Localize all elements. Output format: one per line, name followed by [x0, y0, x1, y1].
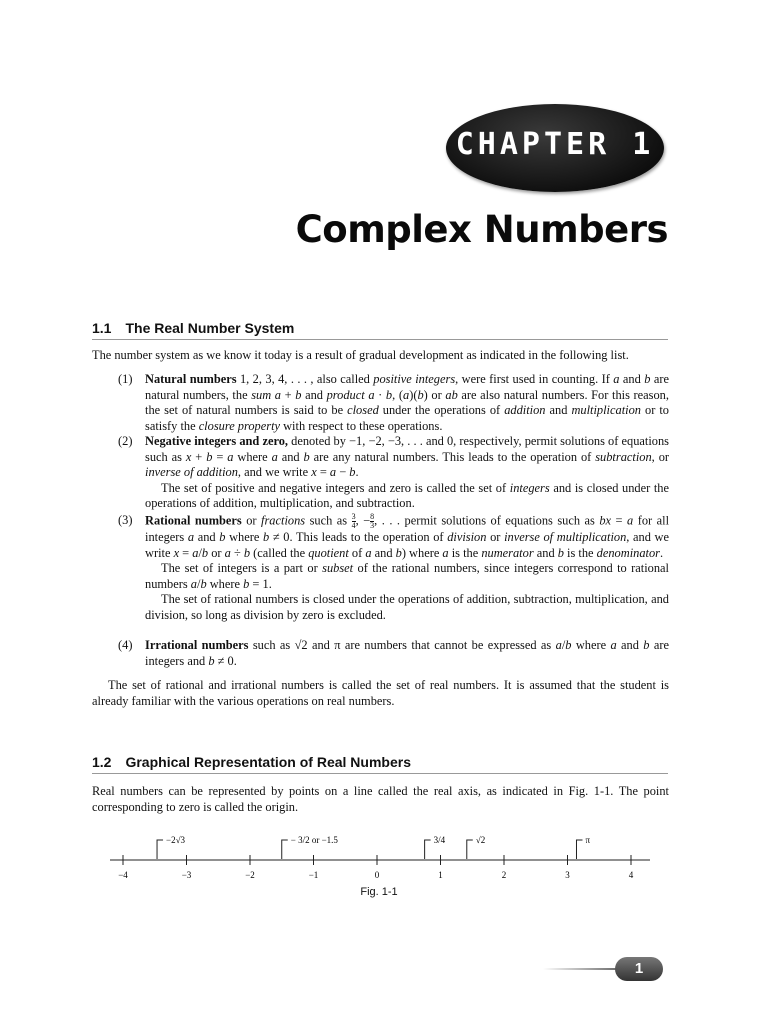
section-title: Graphical Representation of Real Numbers	[125, 754, 411, 770]
point-label: π	[585, 835, 591, 845]
list-item-natural-numbers	[92, 372, 669, 434]
section-intro: Real numbers can be represented by points on a line called the real axis, as indicated in Fig. 1-1. The point corresponding to zero is called the origin.	[92, 784, 669, 814]
list-marker: (2)	[118, 434, 133, 448]
section-closing: The set of rational and irrational numbers is called the set of real numbers. It is assumed that the student is already familiar with the various operations on real numbers.	[92, 678, 669, 708]
point-marker	[576, 840, 582, 859]
tick-label: 3	[565, 870, 570, 880]
tick-label: 2	[501, 870, 507, 880]
list-item-body: Natural numbers 1, 2, 3, 4, . . . , also called positive integers, were first used in counting. If a and b are natural numbers, the sum a + b and product a · b, (a)(b) or ab are also natural numbers. For this reason, the set of natural numbers is said to be closed under the operations of addition and multiplication or to satisfy the closure property with respect to these operations.	[145, 372, 669, 433]
list-item-body: Rational numbers or fractions such as $\frac{3}{4}$ , − $\frac{8}{3}$ , . . . permit solutions of equations such as bx = a for all integers a and b where b ≠ 0. This leads to the operation of division or inverse of multiplication, and we write x = a/b or a ÷ b (called the quotient of a and b) where a is the numerator and b is the denominator. The set of integers is a part or subset of the rational numbers, since integers correspond to rational numbers a/b where b = 1. The set of rational numbers is closed under the operations of addition, subtraction, multiplication, and division, so long as division by zero is excluded.	[145, 512, 670, 622]
real-axis-figure	[100, 828, 660, 884]
page-number: 1	[615, 957, 663, 981]
list-item-body: Negative integers and zero, denoted by −1, −2, −3, . . . and 0, respectively, permit solutions of equations such as x + b = a where a and b are any natural numbers. This leads to the operation of subtraction, or inverse of addition, and we write x = a − b. The set of positive and negative integers and zero is called the set of integers and is closed under the operations of addition, multiplication, and subtraction.	[145, 434, 670, 510]
section-number: 1.2	[92, 754, 112, 770]
list-marker: (1)	[118, 372, 133, 386]
point-marker	[282, 840, 288, 859]
figure-caption: Fig. 1-1	[360, 886, 398, 898]
chapter-label: CHAPTER 1	[455, 127, 655, 162]
point-label: √2	[475, 835, 486, 845]
section-number: 1.1	[92, 320, 112, 336]
tick-label: 1	[438, 870, 443, 880]
list-item-body: Irrational numbers such as √2 and π are numbers that cannot be expressed as a/b where a and b are integers and b ≠ 0.	[145, 638, 669, 668]
point-marker	[157, 840, 163, 859]
list-item-rational-numbers	[92, 513, 669, 623]
tick-label: −1	[308, 870, 319, 880]
list-item-negative-integers	[92, 434, 669, 512]
point-marker	[425, 840, 431, 859]
tick-label: −2	[245, 870, 255, 880]
tick-label: −4	[118, 870, 128, 880]
section-heading-1-2	[92, 754, 668, 774]
tick-label: 4	[628, 870, 634, 880]
list-item-irrational-numbers	[92, 638, 669, 669]
list-marker: (3)	[118, 513, 133, 527]
section-heading-1-1	[92, 320, 668, 340]
tick-label: −3	[181, 870, 192, 880]
chapter-title: Complex Numbers	[295, 208, 668, 251]
point-marker	[467, 840, 473, 859]
point-label: −2√3	[166, 835, 186, 845]
axis-ticks	[118, 855, 634, 880]
section-title: The Real Number System	[125, 320, 295, 336]
section-intro: The number system as we know it today is a result of gradual development as indicated in the following list.	[92, 348, 629, 362]
point-label: − 3/2 or −1.5	[290, 835, 338, 845]
point-label: 3/4	[433, 835, 446, 845]
list-marker: (4)	[118, 638, 133, 652]
tick-label: 0	[374, 870, 380, 880]
axis-markers	[157, 835, 590, 859]
